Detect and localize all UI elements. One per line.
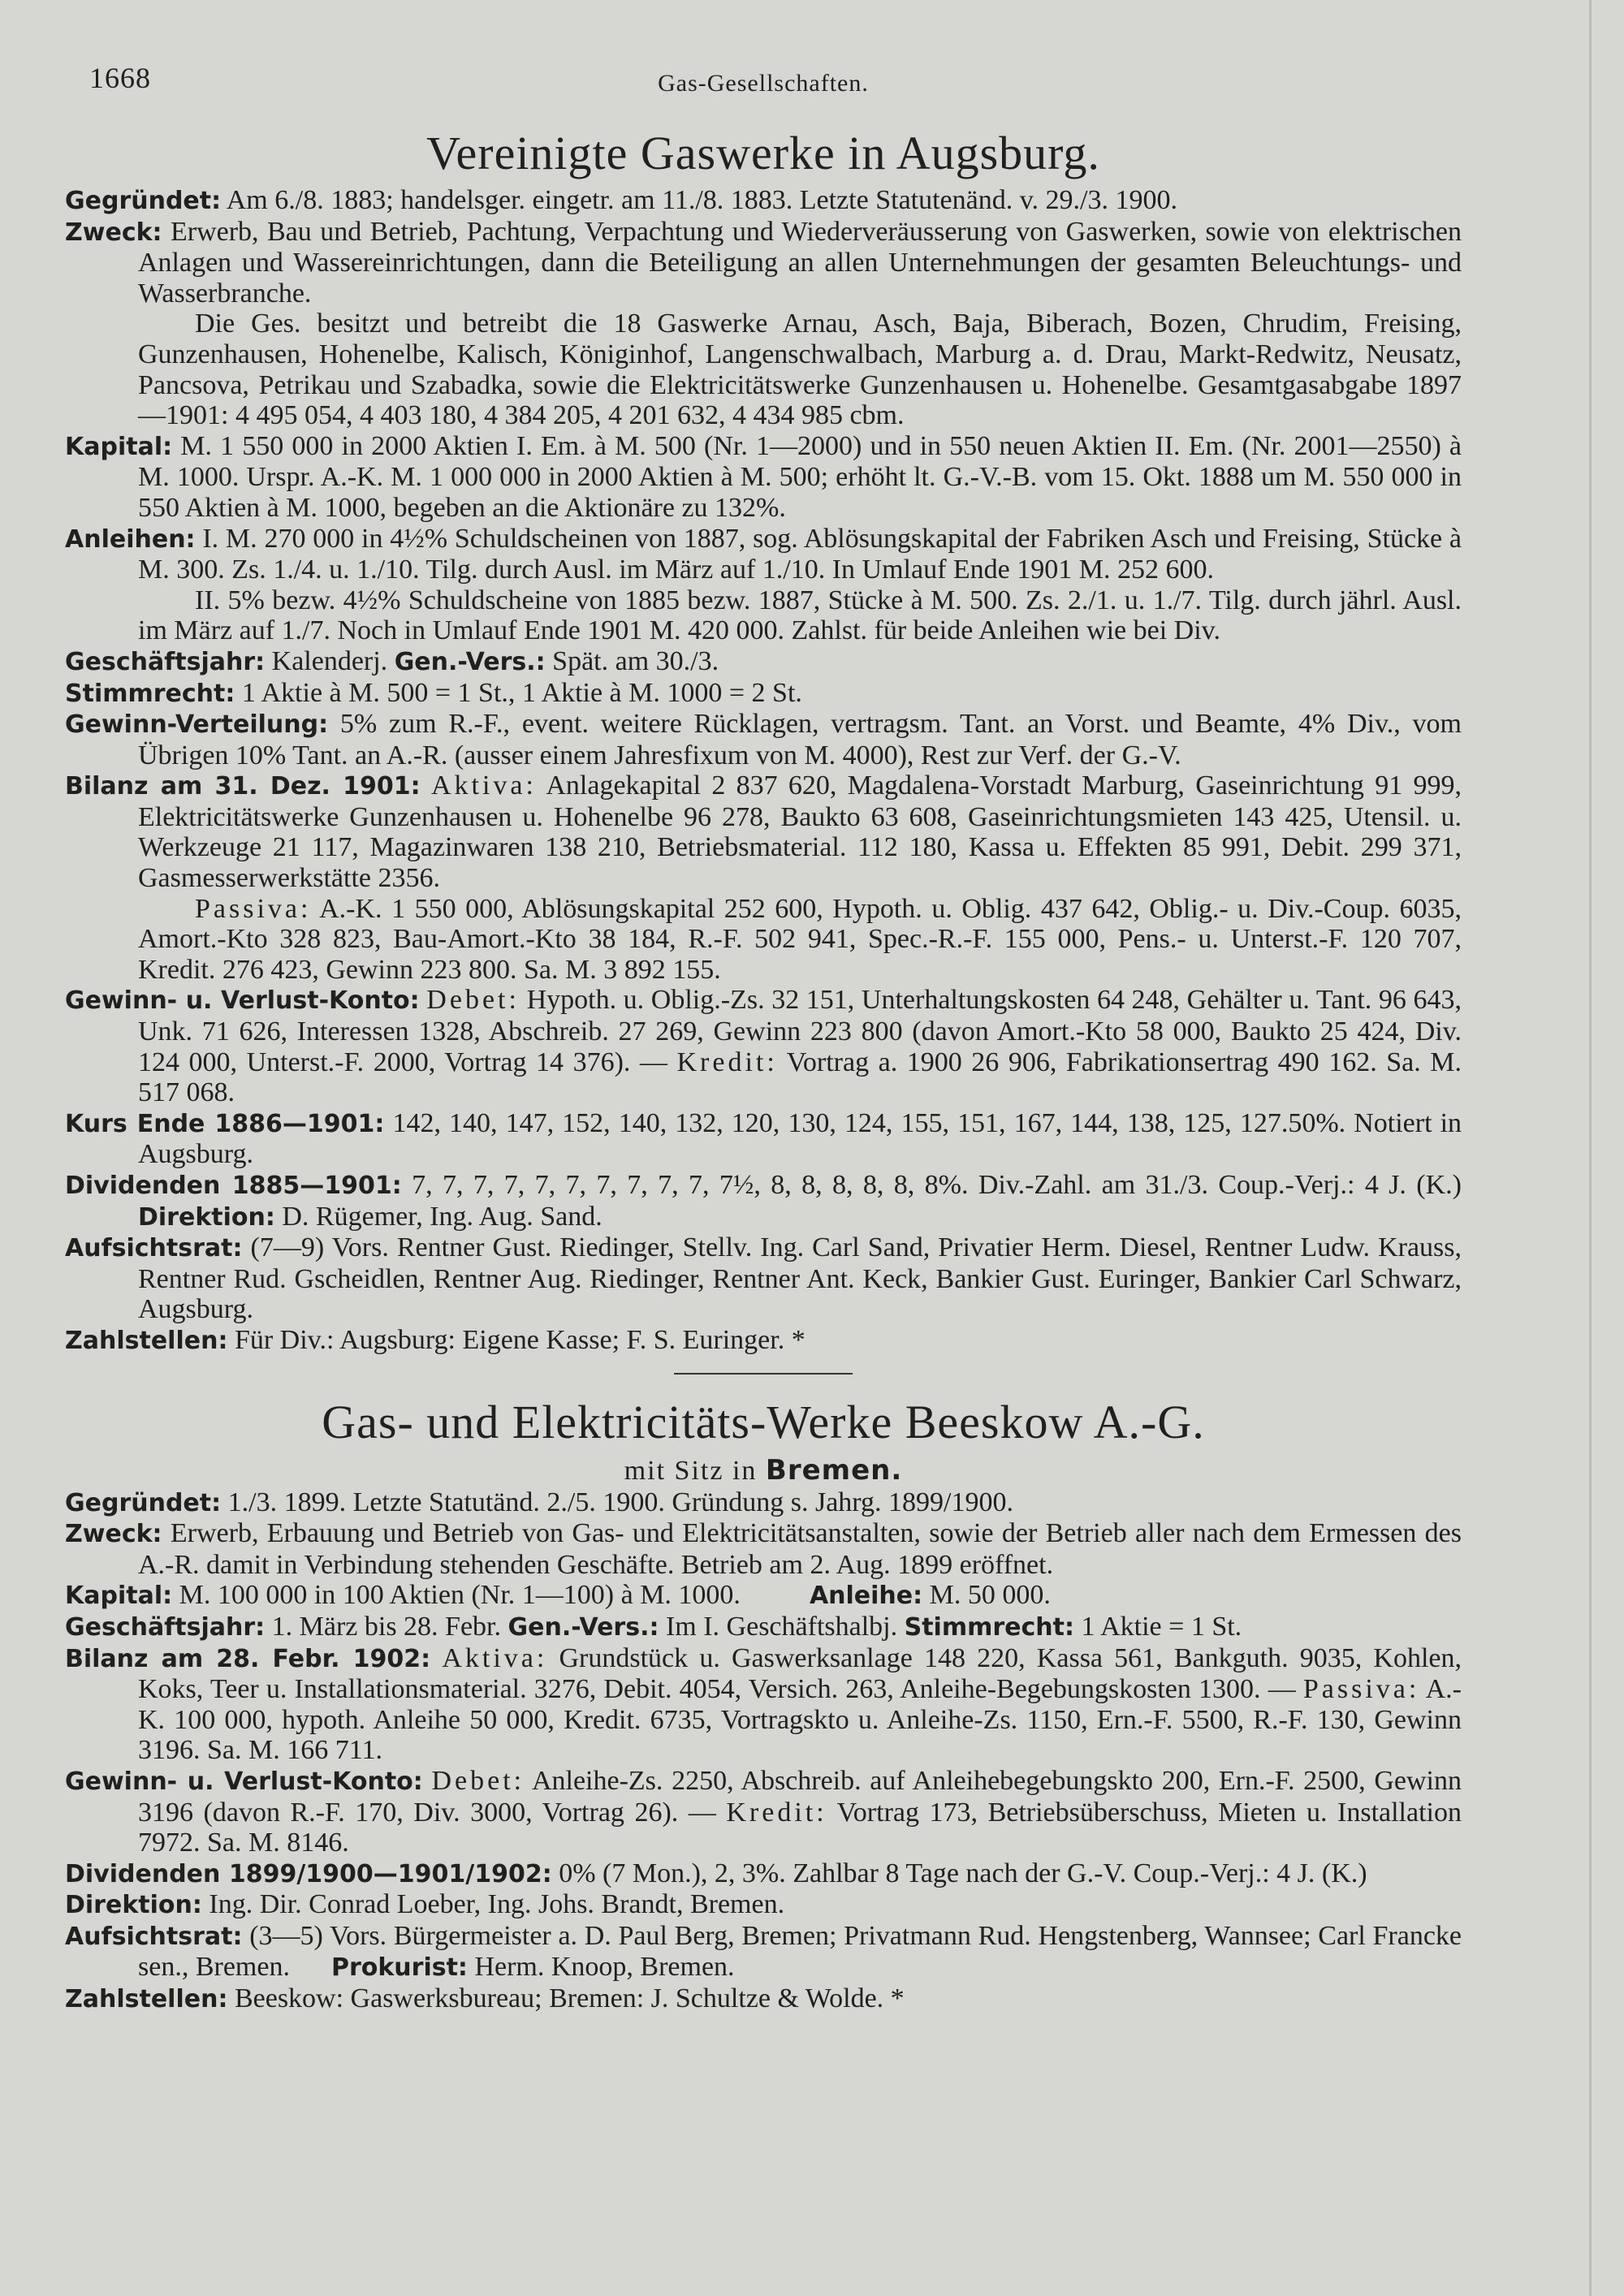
s1-debet-word: Debet: [426, 985, 520, 1016]
s1-zahlstellen-label: Zahlstellen: [65, 1326, 228, 1355]
s2-geschaeftsjahr-label: Geschäftsjahr: [65, 1612, 266, 1642]
s2-passiva-text: A.-K. 100 000, hypoth. Anleihe 50 000, Kredit. 6735, Vortragskto u. Anleihe-Zs. 1150, Ern.-F. 5500, R.-F. 130, Gewinn 3196. Sa. M. 166 711. [138, 1674, 1462, 1766]
s2-bilanz [65, 1643, 1462, 1766]
s1-kurs [65, 1108, 1462, 1170]
s1-debet-text: Hypoth. u. Oblig.-Zs. 32 151, Unterhaltungskosten 64 248, Gehälter u. Tant. 96 643, Unk. 71 626, Interessen 1328, Abschreib. 27 269, Gewinn 223 800 (davon Amort.-Kto 58 000, Baukto 25 424, Div. 124 000, Unterst.-F. 2000, Vortrag 14 376). — [138, 985, 1462, 1077]
s2-kapital-label: Kapital: [65, 1582, 173, 1611]
s1-geschaeftsjahr-label: Geschäftsjahr: [65, 647, 266, 676]
s1-direktion-label: Direktion: [138, 1202, 275, 1232]
page-number: 1668 [89, 62, 151, 94]
s2-kapital [65, 1580, 1462, 1612]
s1-gegruendet-label: Gegründet: [65, 187, 222, 215]
s2-kapital-text: M. 100 000 in 100 Aktien (Nr. 1—100) à M. 1000. [179, 1580, 741, 1611]
s1-aufsichtsrat-text: (7—9) Vors. Rentner Gust. Riedinger, Stellv. Ing. Carl Sand, Privatier Herm. Diesel, Rentner Ludw. Krauss, Rentner Rud. Gscheidlen, Rentner Aug. Riedinger, Rentner Ant. Keck, Bankier Gust. Euringer, Bankier Carl Schwarz, Augsburg. [138, 1232, 1462, 1325]
s1-gewinnverteilung-text: 5% zum R.-F., event. weitere Rücklagen, vertragsm. Tant. an Vorst. und Beamte, 4% Div., vom Übrigen 10% Tant. an A.-R. (ausser einem Jahresfixum von M. 4000), Rest zur Verf. der G.-V. [138, 709, 1462, 770]
s1-zahlstellen [65, 1325, 1462, 1357]
page-edge-shadow [1589, 0, 1592, 2296]
s1-gewinnverteilung-label: Gewinn-Verteilung: [65, 710, 329, 740]
s1-genvers-label: Gen.-Vers.: [394, 647, 546, 676]
section2-subtitle-city: Bremen. [765, 1453, 903, 1487]
s1-bilanz-label: Bilanz am 31. Dez. 1901: [65, 772, 421, 801]
running-title: Gas-Gesellschaften. [658, 70, 869, 97]
section2-subtitle [65, 1454, 1462, 1487]
s1-guv-label: Gewinn- u. Verlust-Konto: [65, 986, 420, 1016]
s1-direktion-text: D. Rügemer, Ing. Aug. Sand. [282, 1201, 603, 1232]
s2-zweck-label: Zweck: [65, 1520, 162, 1549]
s2-direktion-label: Direktion: [65, 1891, 202, 1920]
s2-prokurist-text: Herm. Knoop, Bremen. [474, 1952, 735, 1983]
s2-gegruendet-label: Gegründet: [65, 1488, 222, 1517]
s1-anleihen1-text: I. M. 270 000 in 4½% Schuldscheinen von 1887, sog. Ablösungskapital der Fabriken Asch und Freising, Stücke à M. 300. Zs. 1./4. u. 1./10. Tilg. durch Ausl. im März auf 1./10. In Umlauf Ende 1901 M. 252 600. [138, 523, 1462, 585]
s2-zweck [65, 1518, 1462, 1580]
s1-aktiva-text: Anlagekapital 2 837 620, Magdalena-Vorstadt Marburg, Gaseinrichtung 91 999, Elektricitätswerke Gunzenhausen u. Hohenelbe 96 278, Baukto 63 608, Gaseinrichtungsmieten 143 425, Utensil. u. Werkzeuge 21 117, Magazinwaren 138 210, Betriebsmaterial. 112 180, Kassa u. Effekten 85 991, Debit. 299 371, Gasmesserwerkstätte 2356. [138, 770, 1462, 894]
s1-geschaeftsjahr-text: Kalenderj. [271, 645, 388, 676]
s2-dividenden-text: 0% (7 Mon.), 2, 3%. Zahlbar 8 Tage nach der G.-V. Coup.-Verj.: 4 J. (K.) [559, 1858, 1367, 1888]
s2-debet-text: Anleihe-Zs. 2250, Abschreib. auf Anleihebegebungskto 200, Ern.-F. 2500, Gewinn 3196 (davon R.-F. 170, Div. 3000, Vortrag 26). — [138, 1765, 1462, 1828]
s2-aufsichtsrat-label: Aufsichtsrat: [65, 1922, 243, 1951]
s2-zahlstellen [65, 1983, 1462, 2015]
s1-kapital [65, 431, 1462, 524]
s1-gegruendet [65, 185, 1462, 217]
s2-geschaeftsjahr-text: 1. März bis 28. Febr. [271, 1611, 501, 1642]
s1-zweck-ges [65, 309, 1462, 430]
s1-aktiva-word: Aktiva: [430, 770, 537, 801]
s1-kurs-text: 142, 140, 147, 152, 140, 132, 120, 130, 124, 155, 151, 167, 144, 138, 125, 127.50%. Notiert in Augsburg. [138, 1107, 1462, 1170]
s2-stimmrecht-label: Stimmrecht: [904, 1612, 1074, 1642]
s1-zweck-ges-text: Die Ges. besitzt und betreibt die 18 Gaswerke Arnau, Asch, Baja, Biberach, Bozen, Chrudim, Freising, Gunzenhausen, Hohenelbe, Kalisch, Königinhof, Langenschwalbach, Marburg a. d. Drau, Markt-Redwitz, Neusatz, Pancsova, Petrikau und Szabadka, sowie die Elektricitätswerke Gunzenhausen u. Hohenelbe. Gesamtgasabgabe 1897—1901: 4 495 054, 4 403 180, 4 384 205, 4 201 632, 4 434 985 cbm. [138, 309, 1462, 431]
section-divider [674, 1373, 853, 1375]
s1-passiva [65, 894, 1462, 986]
s1-guv [65, 985, 1462, 1107]
s1-gegruendet-text: Am 6./8. 1883; handelsger. eingetr. am 11./8. 1883. Letzte Statutenänd. v. 29./3. 1900. [226, 185, 1177, 215]
s2-guv-label: Gewinn- u. Verlust-Konto: [65, 1767, 423, 1796]
s1-aufsichtsrat [65, 1232, 1462, 1325]
s2-bilanz-label: Bilanz am 28. Febr. 1902: [65, 1644, 431, 1673]
s2-genvers-text: Im I. Geschäftshalbj. [665, 1611, 898, 1642]
s2-zweck-text: Erwerb, Erbauung und Betrieb von Gas- und Elektricitätsanstalten, sowie der Betrieb aller nach dem Ermessen des A.-R. damit in Verbindung stehenden Geschäfte. Betrieb am 2. Aug. 1899 eröffnet. [138, 1518, 1462, 1580]
s1-anleihen-label: Anleihen: [65, 524, 196, 554]
s1-kapital-label: Kapital: [65, 432, 173, 461]
s2-guv [65, 1766, 1462, 1858]
s2-dividenden-label: Dividenden 1899/1900—1901/1902: [65, 1859, 552, 1888]
s1-kapital-text: M. 1 550 000 in 2000 Aktien I. Em. à M. 500 (Nr. 1—2000) und in 550 neuen Aktien II. Em. (Nr. 2001—2550) à M. 1000. Urspr. A.-K. M. 1 000 000 in 2000 Aktien à M. 500; erhöht lt. G.-V.-B. vom 15. Okt. 1888 um M. 550 000 in 550 Aktien à M. 1000, begeben an die Aktionäre zu 132%. [138, 430, 1462, 523]
s2-genvers-label: Gen.-Vers.: [508, 1612, 659, 1642]
document-page [65, 41, 1462, 2015]
s1-anleihen [65, 524, 1462, 585]
page-header [65, 41, 1462, 97]
s1-geschaeftsjahr [65, 646, 1462, 678]
s2-aufsichtsrat-text: (3—5) Vors. Bürgermeister a. D. Paul Berg, Bremen; Privatmann Rud. Hengstenberg, Wannsee; Carl Francke sen., Bremen. [138, 1920, 1462, 1983]
s1-bilanz [65, 770, 1462, 893]
s2-gegruendet [65, 1487, 1462, 1519]
s1-zweck-text: Erwerb, Bau und Betrieb, Pachtung, Verpachtung und Wiederveräusserung von Gaswerken, sowie von elektrischen Anlagen und Wassereinrichtungen, dann die Beteiligung an allen Unternehmungen der gesamten Beleuchtungs- und Wasserbranche. [138, 216, 1462, 309]
s2-direktion-text: Ing. Dir. Conrad Loeber, Ing. Johs. Brandt, Bremen. [209, 1889, 785, 1920]
s1-stimmrecht-text: 1 Aktie à M. 500 = 1 St., 1 Aktie à M. 1000 = 2 St. [241, 677, 802, 708]
s1-zweck-label: Zweck: [65, 218, 162, 247]
s2-geschaeftsjahr [65, 1612, 1462, 1643]
s2-aktiva-text: Grundstück u. Gaswerksanlage 148 220, Kassa 561, Bankguth. 9035, Kohlen, Koks, Teer u. Installationsmaterial. 3276, Debit. 4054, Versich. 263, Anleihe-Begebungskosten 1300. — [138, 1642, 1462, 1705]
s1-zweck [65, 217, 1462, 309]
s1-dividenden [65, 1170, 1462, 1232]
s1-kredit-word: Kredit: [676, 1047, 778, 1077]
s2-direktion [65, 1889, 1462, 1921]
s2-prokurist-label: Prokurist: [330, 1953, 468, 1983]
s2-anleihe-label: Anleihe: [809, 1582, 923, 1611]
s2-aufsichtsrat [65, 1921, 1462, 1983]
section1-title: Vereinigte Gaswerke in Augsburg. [426, 127, 1100, 179]
s1-zahlstellen-text: Für Div.: Augsburg: Eigene Kasse; F. S. Euringer. * [234, 1324, 806, 1355]
section2-subtitle-prefix: mit Sitz in [624, 1455, 758, 1486]
s2-gegruendet-text: 1./3. 1899. Letzte Statutänd. 2./5. 1900. Gründung s. Jahrg. 1899/1900. [227, 1487, 1013, 1517]
s1-stimmrecht [65, 678, 1462, 710]
s2-passiva-word: Passiva: [1302, 1674, 1420, 1705]
s1-dividenden-text: 7, 7, 7, 7, 7, 7, 7, 7, 7, 7, 7½, 8, 8, 8, 8, 8, 8%. Div.-Zahl. am 31./3. Coup.-Verj.: 4 J. (K.) [412, 1170, 1462, 1200]
s2-zahlstellen-text: Beeskow: Gaswerksbureau; Bremen: J. Schultze & Wolde. * [234, 1983, 905, 2014]
s1-kredit-text: Vortrag a. 1900 26 906, Fabrikationsertrag 490 162. Sa. M. 517 068. [138, 1047, 1462, 1108]
s1-stimmrecht-label: Stimmrecht: [65, 679, 235, 708]
s2-kredit-text: Vortrag 173, Betriebsüberschuss, Mieten u. Installation 7972. Sa. M. 8146. [138, 1797, 1462, 1858]
s1-aufsichtsrat-label: Aufsichtsrat: [65, 1234, 243, 1263]
section2-title: Gas- und Elektricitäts-Werke Beeskow A.-G. [322, 1395, 1205, 1448]
s1-gewinnverteilung [65, 709, 1462, 770]
s1-kurs-label: Kurs Ende 1886—1901: [65, 1109, 385, 1138]
s2-debet-word: Debet: [431, 1765, 525, 1796]
s2-kredit-word: Kredit: [726, 1797, 827, 1828]
s2-anleihe-text: M. 50 000. [929, 1580, 1051, 1611]
s1-genvers-text: Spät. am 30./3. [552, 645, 719, 676]
s1-anleihen2-text: II. 5% bezw. 4½% Schuldscheine von 1885 bezw. 1887, Stücke à M. 500. Zs. 2./1. u. 1./7. Tilg. durch jährl. Ausl. im März auf 1./7. Noch in Umlauf Ende 1901 M. 420 000. Zahlst. für beide Anleihen wie bei Div. [138, 585, 1462, 646]
s2-aktiva-word: Aktiva: [442, 1642, 548, 1673]
s1-anleihen2 [65, 585, 1462, 646]
s2-zahlstellen-label: Zahlstellen: [65, 1985, 228, 2014]
s2-stimmrecht-text: 1 Aktie = 1 St. [1081, 1611, 1242, 1642]
s2-dividenden [65, 1858, 1462, 1890]
s1-passiva-text: A.-K. 1 550 000, Ablösungskapital 252 600, Hypoth. u. Oblig. 437 642, Oblig.- u. Div.-Coup. 6035, Amort.-Kto 328 823, Bau-Amort.-Kto 38 184, R.-F. 502 941, Spec.-R.-F. 155 000, Pens.- u. Unterst.-F. 120 707, Kredit. 276 423, Gewinn 223 800. Sa. M. 3 892 155. [138, 893, 1462, 985]
s1-dividenden-label: Dividenden 1885—1901: [65, 1172, 402, 1200]
s1-passiva-word: Passiva: [195, 893, 312, 924]
